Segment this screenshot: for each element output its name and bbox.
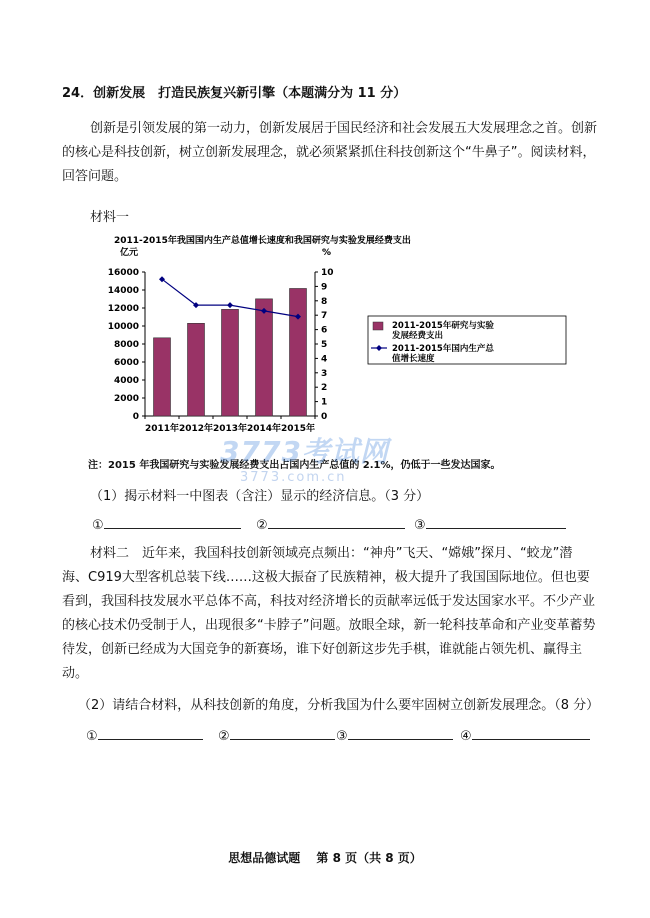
bar [290,288,307,416]
right-tick-label: 6 [321,325,328,336]
right-tick-label: 3 [321,368,328,379]
right-tick-label: 7 [321,311,328,322]
left-tick-label: 16000 [107,268,139,278]
bar [188,323,205,416]
answer-blank-1[interactable]: ① [92,516,241,533]
bar-line-chart [100,232,570,444]
right-axis-unit: % [322,248,332,258]
answer-blank-1[interactable]: ① [86,727,203,744]
footer-page-number: 第 8 页（共 8 页） [316,851,422,865]
right-tick-label: 5 [321,340,328,350]
question2-answers [0,727,650,747]
right-tick-label: 0 [321,412,328,422]
answer-blank-4[interactable]: ④ [460,727,590,744]
x-tick-label: 2011年 [144,424,180,434]
right-tick-label: 2 [321,383,328,394]
question1-prompt: （1）揭示材料一中图表（含注）显示的经济信息。（3 分） [90,489,430,504]
material1-label: 材料一 [90,210,130,225]
right-tick-label: 1 [321,397,328,408]
x-tick-label: 2013年 [212,424,248,434]
bar [154,338,171,416]
right-tick-label: 9 [321,282,328,293]
left-tick-label: 10000 [107,322,139,332]
left-tick-label: 4000 [113,376,139,386]
chart-title: 2011-2015年我国国内生产总值增长速度和我国研究与实验发展经费支出 [114,236,411,246]
left-tick-label: 8000 [113,340,139,350]
bar [222,309,239,416]
question-title: 24．创新发展 打造民族复兴新引擎（本题满分为 11 分） [62,86,407,101]
page-footer [0,849,650,866]
watermark-logo: 3773考试网 [220,435,389,468]
watermark-url: 3773.com.cn [240,470,347,485]
legend-label-line: 2011-2015年国内生产总值增长速度 [392,344,494,364]
left-axis-unit: 亿元 [120,248,139,258]
right-tick-label: 8 [321,296,328,307]
left-tick-label: 2000 [113,394,139,404]
x-tick-label: 2012年 [178,424,214,434]
question-intro: 创新是引领发展的第一动力，创新发展居于国民经济和社会发展五大发展理念之首。创新的核心是科技创新，树立创新发展理念，就必须紧紧抓住科技创新这个“牛鼻子”。阅读材料，回答问题。 [62,121,598,184]
left-tick-label: 6000 [113,358,139,368]
answer-blank-3[interactable]: ③ [336,727,453,744]
answer-blank-2[interactable]: ② [218,727,335,744]
answer-blank-3[interactable]: ③ [414,516,566,533]
x-tick-label: 2014年 [246,424,282,434]
left-tick-label: 0 [132,412,139,422]
chart-note: 注：2015 年我国研究与实验发展经费支出占国内生产总值的 2.1%，仍低于一些发达国家。 [88,460,501,471]
material2-text: 材料二 近年来，我国科技创新领域亮点频出：“神舟”飞天、“嫦娥”探月、“蛟龙”潜海、C919大型客机总装下线……这极大振奋了民族精神，极大提升了我国国际地位。但也要看到，我国科技发展水平总体不高，科技对经济增长的贡献率远低于发达国家水平。不少产业的核心技术仍受制于人，出现很多“卡脖子”问题。放眼全球，新一轮科技革命和产业变革蓄势待发，创新已经成为大国竞争的新赛场，谁下好创新这步先手棋，谁就能占领先机、赢得主动。 [62,546,596,681]
footer-subject: 思想品德试题 [228,851,301,865]
question1-answers [0,516,650,536]
answer-blank-2[interactable]: ② [256,516,405,533]
left-tick-label: 12000 [107,304,139,314]
left-tick-label: 14000 [107,286,139,296]
line-point [227,302,233,308]
right-tick-label: 4 [321,354,328,365]
right-tick-label: 10 [321,268,334,278]
legend-label-bar: 2011-2015年研究与实验发展经费支出 [392,321,494,341]
question2-prompt: （2）请结合材料，从科技创新的角度，分析我国为什么要牢固树立创新发展理念。（8 分） [78,698,600,713]
x-tick-label: 2015年 [280,424,316,434]
legend-swatch-bar [373,322,383,330]
bar [256,299,273,416]
